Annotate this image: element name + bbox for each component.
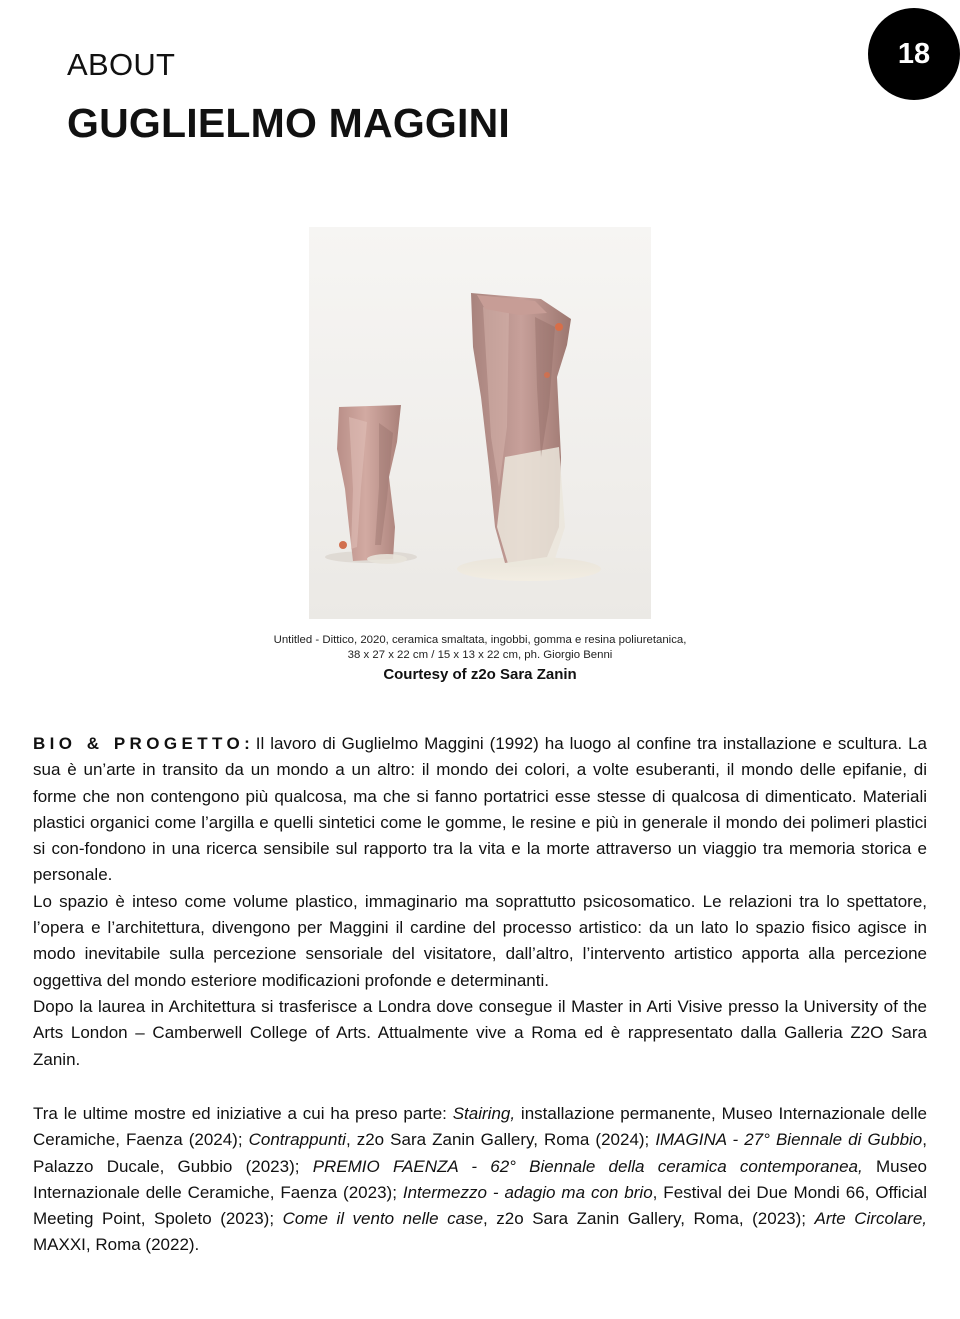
bio-label: BIO & PROGETTO	[33, 734, 245, 753]
caption-line-2: 38 x 27 x 22 cm / 15 x 13 x 22 cm, ph. Giorgio Benni	[347, 648, 613, 661]
artwork-credit: Courtesy of z2o Sara Zanin	[383, 666, 577, 683]
artwork-caption	[180, 633, 780, 662]
exhibition-detail: , Palazzo Ducale, Gubbio (2023);	[33, 1130, 927, 1176]
bio-paragraph-2: Lo spazio è inteso come volume plastico, immaginario ma soprattutto psicosomatico. Le relazioni tra lo spettatore, l’opera e l’architettura, divengono per Maggini il cardine del processo artistico: da un lato lo spazio fisico agisce in modo inevitabile sulla percezione sensoriale del visitatore, dall’altro, l’intervento artistico apporta alla percezione oggettiva del mondo esteriore modificazioni profonde e determinanti.	[33, 891, 927, 990]
page-number-badge	[868, 8, 960, 100]
artwork-photo	[309, 227, 651, 619]
page-number: 18	[897, 37, 931, 70]
exhibitions-section	[33, 1101, 927, 1259]
section-label: ABOUT	[67, 47, 176, 82]
bio-paragraph-1	[33, 731, 927, 889]
exhibition-title: Intermezzo - adagio ma con brio	[402, 1182, 653, 1202]
exhibition-title: Arte Circolare,	[814, 1209, 927, 1229]
artist-name-heading: GUGLIELMO MAGGINI	[67, 100, 510, 146]
bio-section	[33, 731, 927, 1073]
exhibition-title: IMAGINA - 27° Biennale di Gubbio	[655, 1130, 923, 1150]
exhibitions-intro: Tra le ultime mostre ed iniziative a cui ha preso parte:	[33, 1104, 453, 1123]
exhibition-detail: , Festival dei Due Mondi 66, Official Meeting Point, Spoleto (2023);	[33, 1182, 927, 1229]
exhibition-title: Come il vento nelle case	[282, 1209, 484, 1229]
ceramic-sculptures-illustration	[309, 227, 651, 619]
small-sculpture	[337, 405, 401, 561]
bio-paragraph-3: Dopo la laurea in Architettura si trasferisce a Londra dove consegue il Master in Arti Visive presso la University of the Arts London – Camberwell College of Arts. Attualmente vive a Roma ed è rappresentato dalla Galleria Z2O Sara Zanin.	[33, 996, 927, 1069]
bio-label-colon: :	[244, 734, 250, 753]
exhibition-detail: , z2o Sara Zanin Gallery, Roma, (2023);	[483, 1209, 815, 1229]
exhibition-title: Stairing,	[452, 1104, 516, 1123]
exhibition-detail: installazione permanente, Museo Internazionale delle Ceramiche, Faenza (2024);	[33, 1104, 927, 1150]
exhibition-detail: MAXXI, Roma (2022).	[33, 1235, 200, 1255]
exhibition-detail: Museo Internazionale delle Ceramiche, Faenza (2023);	[33, 1156, 927, 1202]
exhibition-detail: , z2o Sara Zanin Gallery, Roma (2024);	[345, 1130, 656, 1150]
caption-line-1: Untitled - Dittico, 2020, ceramica smaltata, ingobbi, gomma e resina poliuretanica,	[273, 634, 687, 646]
exhibition-title: PREMIO FAENZA - 62° Biennale della ceramica contemporanea,	[312, 1156, 863, 1176]
exhibition-title: Contrappunti	[248, 1130, 346, 1150]
exhibitions-paragraph	[33, 1101, 927, 1259]
bio-paragraph-1-text: Il lavoro di Guglielmo Maggini (1992) ha luogo al confine tra installazione e scultura. La sua è un’arte in transito da un mondo a un altro: il mondo dei colori, a volte esuberanti, il mondo delle epifanie, di forme che non contengono più qualcosa, ma che si fanno portatrici esse stesse di qualcosa di dimenticato. Materiali plastici organici come l’argilla e quelli sintetici come le gomme, le resine e più in generale il mondo dei polimeri plastici si con-fondono in una ricerca sensibile sul rapporto tra la vita e la morte attraverso un viaggio tra memoria storica e personale.	[33, 734, 927, 885]
